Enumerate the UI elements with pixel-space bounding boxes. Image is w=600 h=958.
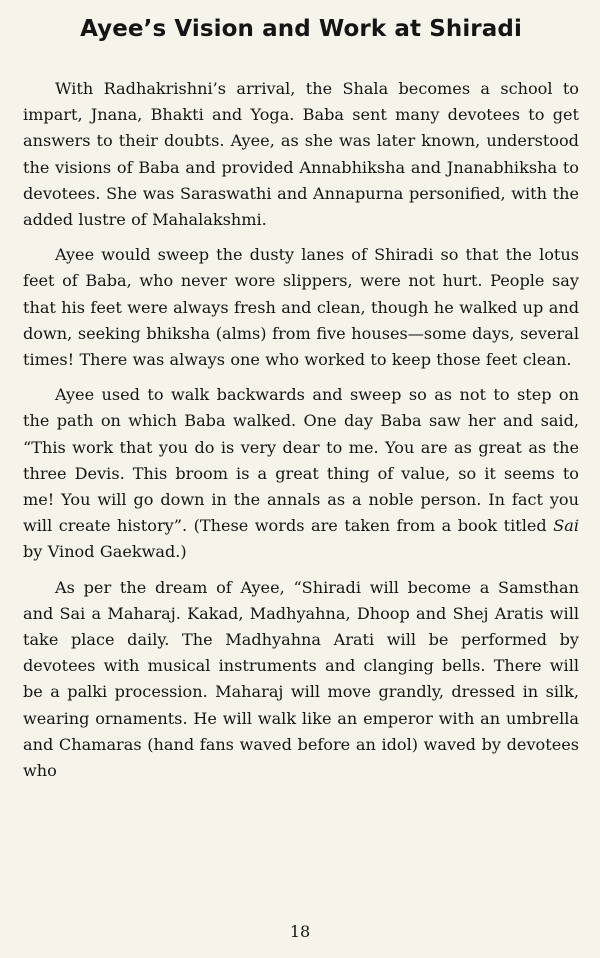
book-title-emphasis: Sai — [553, 516, 579, 536]
chapter-body — [23, 76, 579, 784]
chapter-title: Ayee’s Vision and Work at Shiradi — [80, 16, 522, 42]
paragraph-2: Ayee would sweep the dusty lanes of Shiradi so that the lotus feet of Baba, who never wore slippers, were not hurt. People say that his feet were always fresh and clean, though he walked up and down, seeking bhiksha (alms) from five houses—some days, several times! There was always one who worked to keep those feet clean. — [23, 245, 579, 370]
book-page — [0, 14, 600, 958]
paragraph-3-text-before: Ayee used to walk backwards and sweep so as not to step on the path on which Baba walked. One day Baba saw her and said, “This work that you do is very dear to me. You are as great as the three Devis. This broom is a great thing of value, so it seems to me! You will go down in the annals as a noble person. In fact you will create history”. (These words are taken from a book titled — [23, 385, 579, 536]
paragraph-3-text-after: by Vinod Gaekwad.) — [23, 542, 187, 562]
paragraph-1: With Radhakrishni’s arrival, the Shala becomes a school to impart, Jnana, Bhakti and Yoga. Baba sent many devotees to get answers to their doubts. Ayee, as she was later known, understood the visions of Baba and provided Annabhiksha and Jnanabhiksha to devotees. She was Saraswathi and Annapurna personified, with the added lustre of Mahalakshmi. — [23, 79, 579, 230]
page-number: 18 — [289, 922, 311, 941]
paragraph-4: As per the dream of Ayee, “Shiradi will become a Samsthan and Sai a Maharaj. Kakad, Madhyahna, Dhoop and Shej Aratis will take place daily. The Madhyahna Arati will be performed by devotees with musical instruments and clanging bells. There will be a palki procession. Maharaj will move grandly, dressed in silk, wearing ornaments. He will walk like an emperor with an umbrella and Chamaras (hand fans waved before an idol) waved by devotees who — [23, 577, 579, 781]
paragraph-3 — [23, 382, 579, 565]
